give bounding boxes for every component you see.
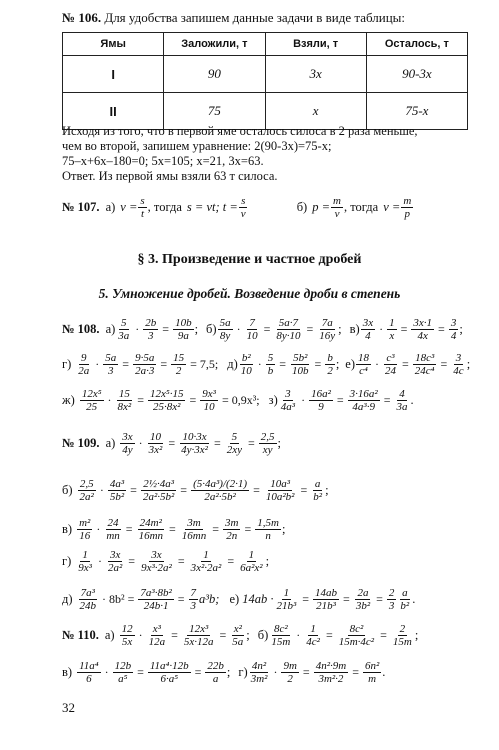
formula-text: , тогда bbox=[147, 199, 182, 214]
problem-106-table bbox=[62, 32, 468, 130]
math-expression: 1 9x³ · $\frac{3x}{\text{2a²}}$ = $\frac{3x}{\text{9x³·2a²}}$ = $\frac{1}{\text{3x²·2a²}}$ = $\frac{1}{\text{6a²x²}}$ ; bbox=[78, 548, 270, 574]
math-expression: 3x 4y · $\frac{10}{\text{3x²}}$ = $\frac{10\cdot 3x}{\text{4y·3x²}}$ = $\frac{5}{2xy}$ = $\frac{2,5}{xy}$ ; bbox=[122, 430, 282, 456]
numerator: m bbox=[403, 194, 412, 207]
formula-text: , тогда bbox=[343, 199, 379, 214]
part-label: б) bbox=[62, 482, 73, 497]
problem-110-number: № 110. bbox=[62, 627, 99, 642]
part-label: а) bbox=[104, 627, 115, 642]
formula-text: v = bbox=[383, 199, 401, 214]
part-label: а) bbox=[105, 199, 116, 214]
part-label: б) bbox=[257, 627, 269, 642]
math-expression: 12x⁵ 25 · $\frac{15}{\text{8x²}}$ = $\frac{\text{12x⁵·15}}{\text{25·8x²}}$ = $\frac{\text{9x³}}{10}$ = 0,9x³; bbox=[81, 387, 260, 413]
table-cell: x bbox=[265, 93, 366, 130]
problem-110-line-1 bbox=[62, 617, 418, 653]
problem-109-line-a bbox=[62, 425, 281, 461]
math-expression: 3x 4 · $\frac{1}{x}$ = $\frac{3x\cdot 1}{4x}$ = $\frac{3}{4}$ ; bbox=[362, 316, 463, 342]
math-expression: 9 2a · $\frac{5a}{3}$ = $\frac{9\cdot 5a}{2a\cdot 3}$ = $\frac{15}{2}$ = 7,5; bbox=[78, 351, 219, 377]
math-expression: 12 5x · $\frac{\text{x³}}{12a}$ = $\frac{\text{12x³}}{5x\cdot 12a}$ = $\frac{\text{x²}}{5a}$ ; bbox=[121, 622, 250, 648]
math-expression: 3 4a³ · $\frac{\text{16a²}}{9}$ = $\frac{\text{3·16a²}}{\text{4a³·9}}$ = $\frac{4}{3a}$ . bbox=[280, 387, 414, 413]
numerator: s bbox=[241, 194, 246, 207]
table-cell: 3x bbox=[265, 56, 366, 93]
problem-106-text-2: чем во второй, запишем уравнение: 2(90-3x)=75-x; bbox=[62, 139, 332, 153]
part-label: в) bbox=[349, 321, 360, 336]
part-label: в) bbox=[62, 664, 73, 679]
math-expression: m² 16 · $\frac{24}{mn}$ = $\frac{\text{24m²}}{16mn}$ = $\frac{3m}{16mn}$ = $\frac{3m}{2n}$ = $\frac{1,5m}{n}$ ; bbox=[79, 516, 286, 542]
math-expression: 14ab · $\frac{1}{\text{21b³}}$ = $\frac{14ab}{\text{21b³}}$ = $\frac{2a}{\text{3b²}}$ = $\frac{2}{3}$ a b² . bbox=[242, 586, 416, 612]
problem-108-number: № 108. bbox=[62, 321, 100, 336]
formula-text: p = bbox=[312, 199, 331, 214]
problem-109-line-b bbox=[62, 470, 329, 510]
math-expression: 11a⁴ 6 · $\frac{12b}{\text{a⁵}}$ = $\frac{\text{11a⁴·12b}}{\text{6·a⁵}}$ = $\frac{22b}{a}$ ; bbox=[79, 659, 231, 685]
part-label: г) bbox=[238, 664, 248, 679]
problem-108-line-1 bbox=[62, 312, 463, 346]
table-cell: I bbox=[63, 56, 164, 93]
part-label: з) bbox=[268, 392, 278, 407]
table-cell: II bbox=[63, 93, 164, 130]
denominator: v bbox=[240, 207, 246, 220]
page-number: 32 bbox=[62, 700, 75, 715]
table-header: Взяли, т bbox=[265, 33, 366, 56]
part-label: в) bbox=[62, 521, 73, 536]
part-label: е) bbox=[345, 356, 356, 371]
table-header: Осталось, т bbox=[366, 33, 467, 56]
part-label: ж) bbox=[62, 392, 75, 407]
problem-108-line-3 bbox=[62, 382, 414, 418]
part-label: б) bbox=[296, 199, 308, 214]
numerator: s bbox=[140, 194, 145, 207]
part-label: д) bbox=[227, 356, 238, 371]
formula-text: v = bbox=[120, 199, 138, 214]
formula-text: s = vt; t = bbox=[186, 199, 238, 214]
table-cell: 75 bbox=[164, 93, 265, 130]
table-header: Ямы bbox=[63, 33, 164, 56]
table-cell: 90 bbox=[164, 56, 265, 93]
problem-109-line-c bbox=[62, 512, 285, 546]
math-expression: 2,5 2a² · $\frac{\text{4a³}}{\text{5b²}}$ = $\frac{\text{2½·4a³}}{\text{2a²·5b²}}$ = $\frac{\text{(5·4a³)/(2·1)}}{\text{2a²·5b²}}$ = $\frac{\text{10a³}}{\text{10a²b²}}$ = $\frac{a}{\text{b²}}$ ; bbox=[79, 477, 329, 503]
part-label: е) bbox=[229, 591, 240, 606]
problem-106-intro: Для удобства запишем данные задачи в виде таблицы: bbox=[104, 10, 405, 25]
math-expression: 4n² 3m² · $\frac{9m}{2}$ = $\frac{\text{4n²·9m}}{\text{3m²·2}}$ = $\frac{\text{6n²}}{m}$ . bbox=[250, 659, 386, 685]
math-expression: 5a 8y · $\frac{7}{10}$ = $\frac{5a\cdot 7}{8y\cdot 10}$ = $\frac{7a}{16y}$ ; bbox=[219, 316, 342, 342]
table-header: Заложили, т bbox=[164, 33, 265, 56]
problem-106-answer: Ответ. Из первой ямы взяли 63 т силоса. bbox=[62, 169, 278, 183]
table-cell: 90-3x bbox=[366, 56, 467, 93]
problem-109-number: № 109. bbox=[62, 435, 100, 450]
problem-106-text-3: 75–x+6x–180=0; 5x=105; x=21, 3x=63. bbox=[62, 154, 264, 168]
math-expression: 5 3a · $\frac{2b}{3}$ = $\frac{10b}{9a}$ ; bbox=[118, 316, 199, 342]
math-expression: b² 10 · $\frac{5}{b}$ = $\frac{\text{5b²}}{10b}$ = $\frac{b}{2}$ ; bbox=[240, 351, 340, 377]
problem-109-line-e bbox=[62, 582, 415, 616]
fraction bbox=[239, 195, 248, 220]
denominator: v bbox=[334, 207, 340, 220]
math-expression: 18 c⁴ · $\frac{\text{c³}}{24}$ = $\frac{\text{18c³}}{\text{24c⁴}}$ = $\frac{3}{4c}$ ; bbox=[358, 351, 471, 377]
fraction bbox=[401, 195, 413, 220]
problem-106-heading bbox=[62, 10, 405, 26]
part-label: д) bbox=[62, 591, 73, 606]
problem-107 bbox=[62, 190, 414, 224]
problem-106-number: № 106. bbox=[62, 10, 102, 25]
denominator: t bbox=[141, 207, 145, 220]
fraction bbox=[331, 195, 343, 220]
denominator: p bbox=[404, 207, 411, 220]
part-label: г) bbox=[62, 553, 72, 568]
section-title: § 3. Произведение и частное дробей bbox=[137, 252, 362, 267]
part-label: г) bbox=[62, 356, 72, 371]
table-cell: 75-x bbox=[366, 93, 467, 130]
part-label: а) bbox=[105, 435, 116, 450]
math-expression: 7a³ 24b · 8b² = $\frac{\text{7a³·8b²}}{24b\cdot 1}$ = $\frac{7}{3}$ a³b; bbox=[79, 586, 220, 612]
problem-107-number: № 107. bbox=[62, 199, 100, 214]
problem-108-line-2 bbox=[62, 347, 470, 381]
math-expression: 8c² 15m · $\frac{1}{\text{4c²}}$ = $\frac{\text{8c²}}{\text{15m·4c²}}$ = $\frac{2}{15m}$ ; bbox=[271, 622, 419, 648]
part-label: а) bbox=[105, 321, 116, 336]
numerator: m bbox=[333, 194, 341, 207]
table-row bbox=[63, 56, 468, 93]
part-label: б) bbox=[206, 321, 217, 336]
problem-110-line-2 bbox=[62, 654, 385, 690]
problem-109-line-d bbox=[62, 544, 269, 578]
fraction bbox=[138, 195, 146, 220]
problem-106-text-1: Исходя из того, что в первой яме осталось силоса в 2 раза меньше, bbox=[62, 124, 418, 138]
subsection-title: 5. Умножение дробей. Возведение дроби в степень bbox=[98, 286, 401, 301]
